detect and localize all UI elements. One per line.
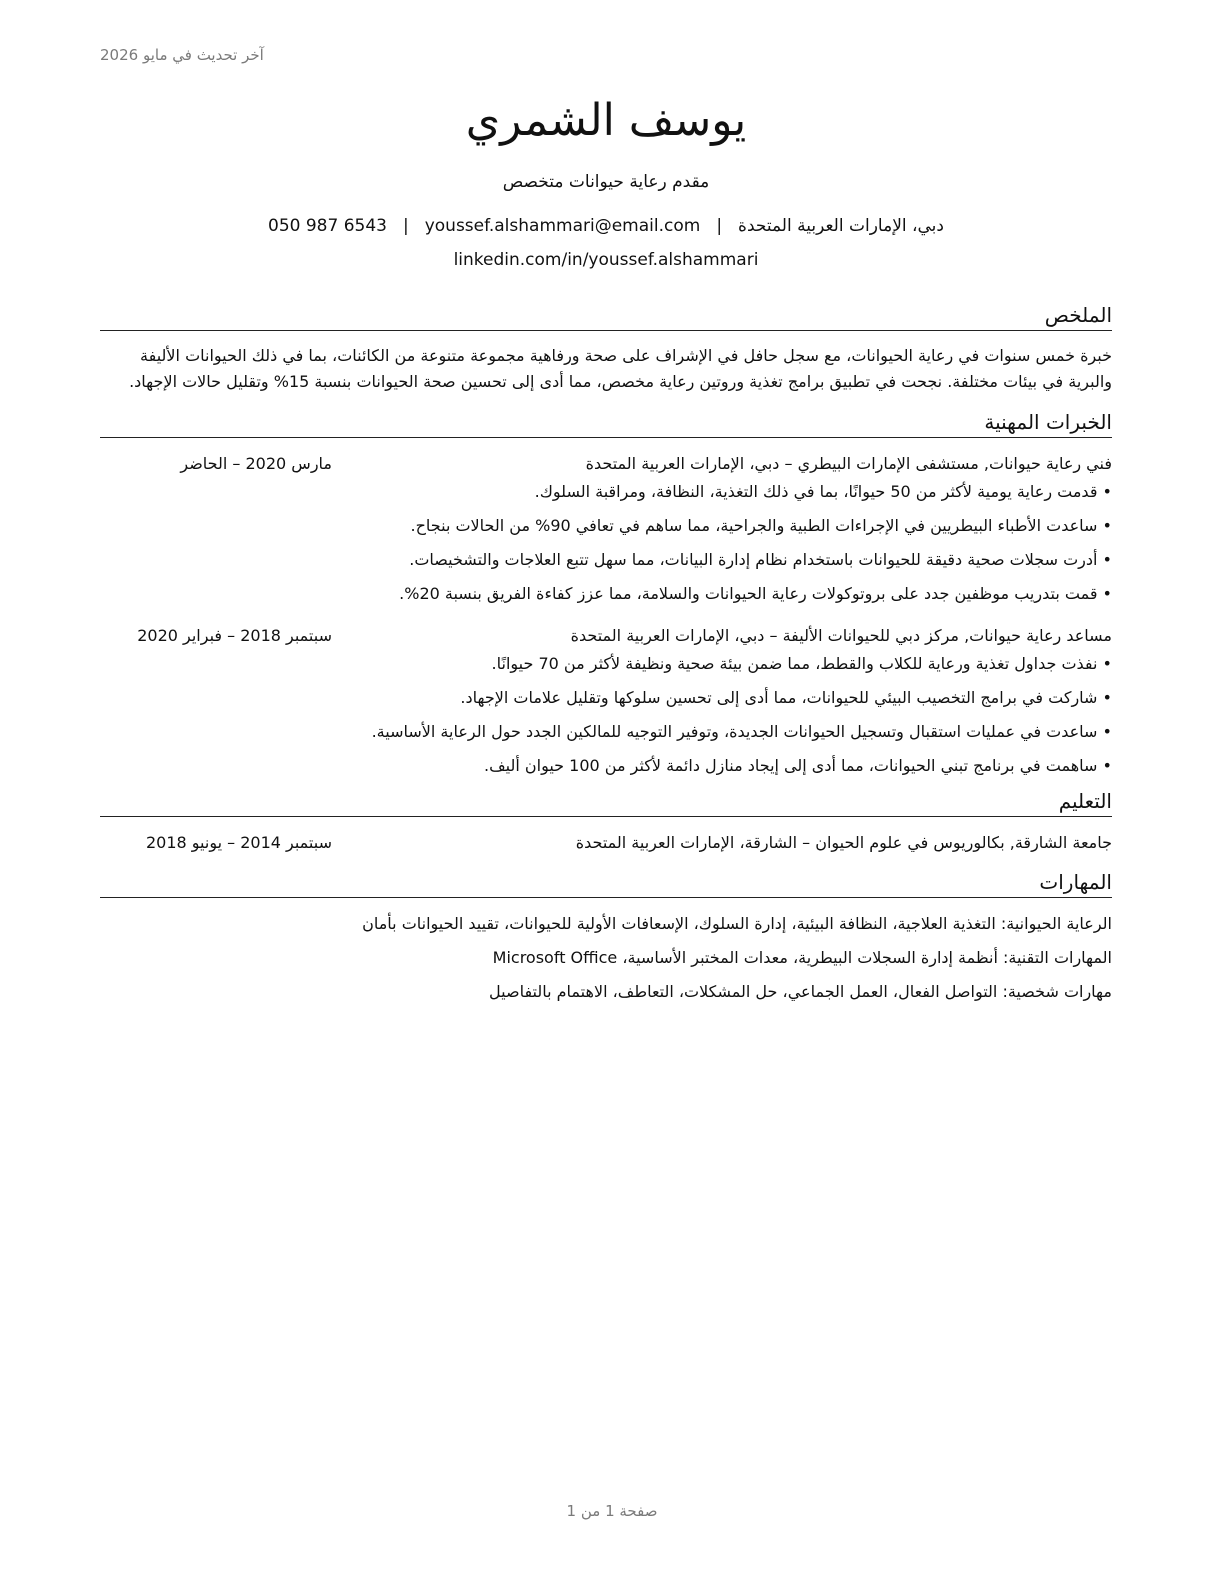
contact-info: [100, 214, 1112, 238]
education-dates: سبتمبر 2014 – يونيو 2018: [145, 833, 332, 852]
candidate-name: يوسف الشمري: [465, 95, 747, 146]
phone-number: 050 987 6543: [268, 216, 387, 236]
job-organization: مساعد رعاية حيوانات, مركز دبي للحيوانات الأليفة – دبي، الإمارات العربية المتحدة: [570, 626, 1112, 645]
bullet-item: • أدرت سجلات صحية دقيقة للحيوانات باستخدام نظام إدارة البيانات، مما سهل تتبع العلاجات والتشخيصات.: [100, 548, 1112, 572]
linkedin-link[interactable]: linkedin.com/in/youssef.alshammari: [453, 250, 759, 270]
location: دبي، الإمارات العربية المتحدة: [738, 216, 944, 236]
page-number: صفحة 1 من 1: [566, 1502, 658, 1520]
education-organization: جامعة الشارقة, بكالوريوس في علوم الحيوان – الشارقة، الإمارات العربية المتحدة: [575, 833, 1112, 852]
job-header: [100, 624, 1112, 648]
bullet-item: • شاركت في برامج التخصيب البيئي للحيوانات، مما أدى إلى تحسين سلوكها وتقليل علامات الإجهاد.: [100, 686, 1112, 710]
section-heading-education: التعليم: [100, 788, 1112, 817]
skill-row: المهارات التقنية: أنظمة إدارة السجلات البيطرية، معدات المختبر الأساسية، Microsoft Office: [492, 948, 1112, 967]
bullet-item: • قدمت رعاية يومية لأكثر من 50 حيوانًا، بما في ذلك التغذية، النظافة، ومراقبة السلوك.: [100, 480, 1112, 504]
email-link[interactable]: youssef.alshammari@email.com: [424, 216, 701, 236]
bullet-item: • قمت بتدريب موظفين جدد على بروتوكولات رعاية الحيوانات والسلامة، مما عزز كفاءة الفريق بنسبة 20%.: [100, 582, 1112, 606]
job-dates: سبتمبر 2018 – فبراير 2020: [137, 626, 332, 645]
job-header: [100, 452, 1112, 476]
section-heading-experience: الخبرات المهنية: [100, 409, 1112, 438]
job-entry: [100, 624, 1112, 778]
skill-row: الرعاية الحيوانية: التغذية العلاجية، النظافة البيئية، إدارة السلوك، الإسعافات الأولية للحيوانات، تقييد الحيوانات بأمان: [362, 914, 1112, 933]
bullet-item: • ساعدت الأطباء البيطريين في الإجراءات الطبية والجراحية، مما ساهم في تعافي 90% من الحالات بنجاح.: [100, 514, 1112, 538]
skill-row: مهارات شخصية: التواصل الفعال، العمل الجماعي، حل المشكلات، التعاطف، الاهتمام بالتفاصيل: [489, 982, 1112, 1001]
job-bullets: [100, 480, 1112, 606]
bullet-item: • ساهمت في برنامج تبني الحيوانات، مما أدى إلى إيجاد منازل دائمة لأكثر من 100 حيوان أليف.: [100, 754, 1112, 778]
job-dates: مارس 2020 – الحاضر: [180, 454, 332, 473]
resume-body: [100, 88, 1112, 1014]
bullet-item: • نفذت جداول تغذية ورعاية للكلاب والقطط، مما ضمن بيئة صحية ونظيفة لأكثر من 70 حيوانًا.: [100, 652, 1112, 676]
separator: |: [402, 216, 409, 236]
job-entry: [100, 452, 1112, 606]
last-updated-note: آخر تحديث في مايو 2026: [100, 46, 264, 64]
bullet-item: • ساعدت في عمليات استقبال وتسجيل الحيوانات الجديدة، وتوفير التوجيه للمالكين الجدد حول الرعاية الأساسية.: [100, 720, 1112, 744]
summary-text: خبرة خمس سنوات في رعاية الحيوانات، مع سجل حافل في الإشراف على صحة ورفاهية مجموعة متنوعة من الكائنات، بما في ذلك الحيوانات الأليفة والبرية في بيئات مختلفة. نجحت في تطبيق برامج تغذية وروتين رعاية مخصص، مما أدى إلى تحسين صحة الحيوانات بنسبة 15% وتقليل حالات الإجهاد.: [129, 346, 1112, 391]
job-organization: فني رعاية حيوانات, مستشفى الإمارات البيطري – دبي، الإمارات العربية المتحدة: [585, 454, 1112, 473]
skills-list: [100, 912, 1112, 1004]
separator: |: [716, 216, 723, 236]
section-heading-summary: الملخص: [100, 302, 1112, 331]
education-entry: [100, 831, 1112, 855]
section-heading-skills: المهارات: [100, 869, 1112, 898]
job-bullets: [100, 652, 1112, 778]
job-title: مقدم رعاية حيوانات متخصص: [502, 172, 710, 192]
